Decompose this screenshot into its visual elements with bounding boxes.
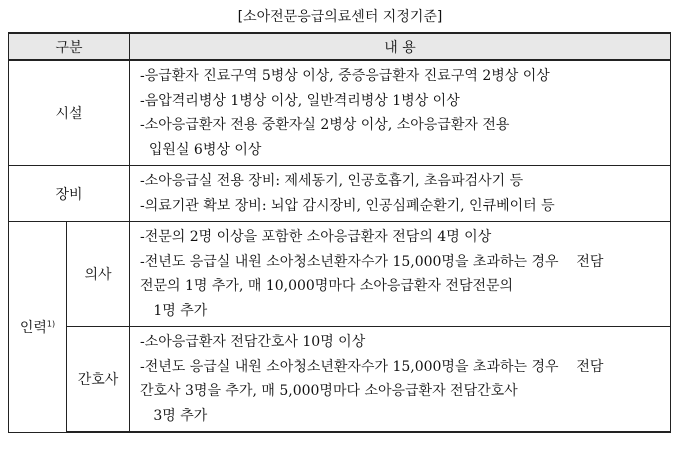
content-line: 입원실 6병상 이상 — [140, 141, 262, 158]
category-facility: 시설 — [9, 60, 130, 166]
subcategory-doctor: 의사 — [67, 222, 130, 327]
content-line: -응급환자 진료구역 5병상 이상, 중증응급환자 진료구역 2병상 이상 — [140, 68, 550, 84]
content-line: -소아응급환자 전담간호사 10명 이상 — [140, 334, 366, 350]
content-equipment — [130, 166, 671, 222]
content-line: -전문의 2명 이상을 포함한 소아응급환자 전담의 4명 이상 — [140, 229, 492, 245]
content-line: 전문의 1명 추가, 매 10,000명마다 소아응급환자 전담전문의 — [140, 278, 514, 294]
content-nurse — [130, 327, 671, 433]
header-content: 내 용 — [130, 33, 671, 60]
content-line: -의료기관 확보 장비: 뇌압 감시장비, 인공심폐순환기, 인큐베이터 등 — [140, 197, 555, 214]
content-line: 간호사 3명을 추가, 매 5,000명마다 소아응급환자 전담간호사 — [140, 383, 518, 399]
content-line: -전년도 응급실 내원 소아청소년환자수가 15,000명을 초과하는 경우 전담 — [140, 358, 604, 375]
personnel-label: 인력 — [19, 319, 47, 336]
category-personnel — [9, 222, 67, 433]
header-category: 구분 — [9, 33, 130, 60]
row-facility — [9, 60, 671, 166]
row-equipment — [9, 166, 671, 222]
content-line: 3명 추가 — [140, 407, 208, 424]
criteria-table — [8, 32, 671, 433]
row-doctor — [9, 222, 671, 327]
table-title: [소아전문응급의료센터 지정기준] — [237, 9, 443, 25]
content-doctor — [130, 222, 671, 327]
content-facility — [130, 60, 671, 166]
header-row — [9, 33, 671, 60]
personnel-footnote: 1) — [46, 319, 56, 329]
content-line: -소아응급실 전용 장비: 제세동기, 인공호흡기, 초음파검사기 등 — [140, 173, 524, 189]
content-line: -음압격리병상 1병상 이상, 일반격리병상 1병상 이상 — [140, 92, 460, 109]
category-equipment: 장비 — [9, 166, 130, 222]
row-nurse — [9, 327, 671, 433]
subcategory-nurse: 간호사 — [67, 327, 130, 433]
content-line: -전년도 응급실 내원 소아청소년환자수가 15,000명을 초과하는 경우 전담 — [140, 253, 604, 270]
content-line: 1명 추가 — [140, 302, 208, 319]
content-line: -소아응급환자 전용 중환자실 2병상 이상, 소아응급환자 전용 — [140, 117, 510, 133]
